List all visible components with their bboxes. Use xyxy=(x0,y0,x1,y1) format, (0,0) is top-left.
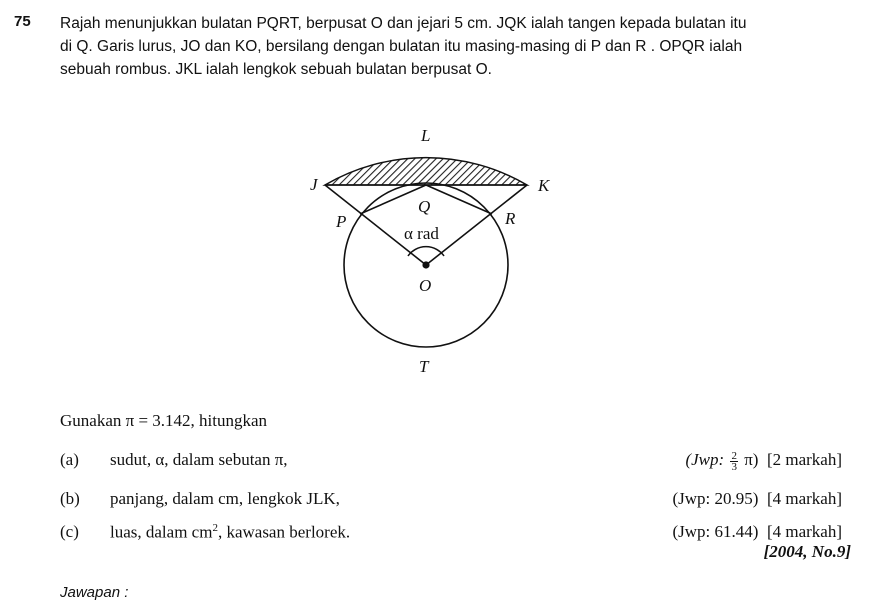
part-text: luas, dalam $cm^2$, kawasan berlorek. xyxy=(110,522,351,542)
instruction-prefix: Gunakan xyxy=(60,411,126,430)
part-marks: [4 markah] xyxy=(766,522,842,541)
instruction xyxy=(60,411,267,431)
label-p: P xyxy=(336,212,347,231)
part-marks: [4 markah] xyxy=(766,489,842,508)
answer-fraction: $\frac{2}{3}$ xyxy=(731,449,737,473)
part-text: panjang, dalam cm, lengkok JLK, xyxy=(110,489,340,508)
label-l: L xyxy=(421,126,431,145)
label-t: T xyxy=(419,357,429,376)
shaded-region xyxy=(325,158,527,185)
part-answer xyxy=(672,489,842,509)
question-line: Rajah menunjukkan bulatan PQRT, berpusat O dan jejari 5 cm. JQK ialah tangen kepada bulatan itu xyxy=(60,15,747,32)
part-label: (b) xyxy=(60,489,80,508)
question-line: sebuah rombus. JKL ialah lengkok sebuah bulatan berpusat O. xyxy=(60,61,492,78)
part-answer xyxy=(672,522,842,542)
part-c xyxy=(60,522,850,546)
part-answer xyxy=(685,450,842,472)
label-q: Q xyxy=(418,197,431,216)
answer-prefix: (Jwp: xyxy=(685,450,725,469)
part-text: sudut, α, dalam sebutan π, xyxy=(110,450,288,469)
label-o: O xyxy=(419,276,432,295)
center-point-o xyxy=(422,261,429,268)
label-r: R xyxy=(505,209,516,228)
answer-heading: Jawapan : xyxy=(60,584,129,601)
part-label: (c) xyxy=(60,522,79,541)
question-number: 75 xyxy=(14,13,31,30)
part-label: (a) xyxy=(60,450,79,469)
exam-reference: [2004, No.9] xyxy=(763,542,851,561)
label-angle: α rad xyxy=(404,224,439,243)
answer-suffix: π) xyxy=(744,450,759,469)
answer-value: (Jwp: 61.44) xyxy=(672,522,759,541)
answer-value: (Jwp: 20.95) xyxy=(672,489,759,508)
part-b xyxy=(60,489,850,513)
part-marks: [2 markah] xyxy=(766,450,842,469)
question-line: di Q. Garis lurus, JO dan KO, bersilang dengan bulatan itu masing-masing di P dan R . OPQR ialah xyxy=(60,38,743,55)
part-a xyxy=(60,450,850,474)
label-k: K xyxy=(538,176,550,195)
label-j: J xyxy=(310,175,318,194)
instruction-pi: π = 3.142 xyxy=(125,411,191,430)
instruction-suffix: , hitungkan xyxy=(190,411,268,430)
